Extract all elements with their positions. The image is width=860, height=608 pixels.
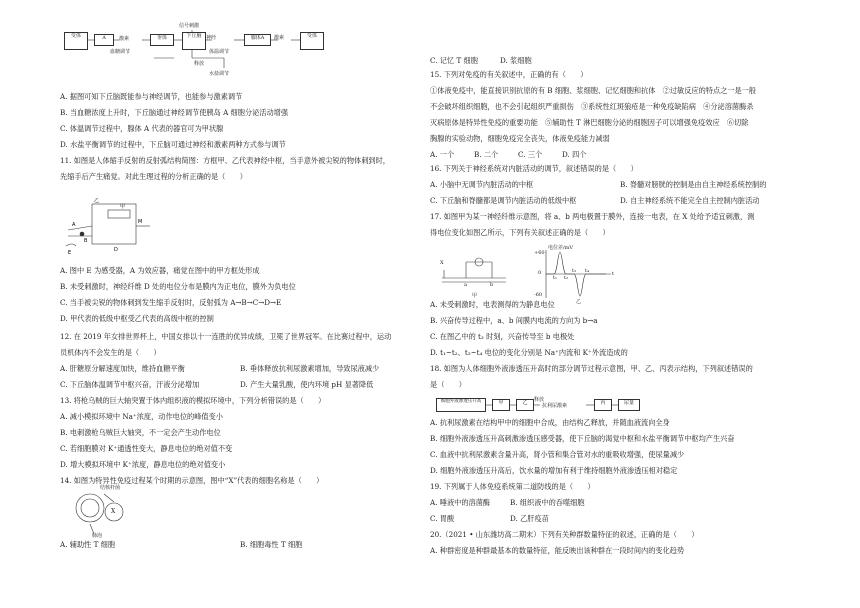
- immune-label-bacteria: 结核杆菌: [100, 485, 121, 491]
- q16-option-d: D. 自主神经系统不能完全自主控制内脏活动: [620, 196, 760, 205]
- hormone-label-hormone-b: 激素: [274, 35, 285, 41]
- q16-option-c: C. 下丘脑和脊髓都是调节内脏活动的低级中枢: [430, 196, 577, 205]
- q12-option-b: B. 垂体释放抗利尿激素增加，导致尿液减少: [240, 364, 380, 373]
- q12-options-ab: [60, 364, 379, 373]
- q18-box-yi: 乙: [516, 399, 534, 411]
- q16-options-cd: [430, 196, 759, 205]
- q17-label-t1: t₁: [553, 275, 558, 281]
- hormone-label-signal: 信号刺激: [179, 23, 200, 29]
- q12-stem-1: 12. 在 2019 年女排世界杯上，中国女排以十一连胜的优异成绩，卫冕了世界冠军。在比赛过程中，运动: [60, 332, 392, 341]
- q18-stem-1: 18. 如图为人体细胞外液渗透压升高时的部分调节过程示意图，甲、乙、丙表示结构，下列叙述错误的: [430, 364, 753, 373]
- q12-option-c: C. 下丘脑体温调节中枢兴奋，汗液分泌增加: [60, 380, 200, 389]
- q17-option-c: C. 在图乙中的 t₃ 时刻，兴奋传导至 b 电极处: [430, 332, 575, 341]
- q15-item-4: 胸腺的实验动物，细胞免疫完全丧失，体液免疫能力减弱: [430, 134, 610, 143]
- q17-label-jia: 甲: [472, 293, 478, 299]
- q15-item-2: 不会破坏组织细胞，也不会引起组织严重损伤 ③系统性红斑狼疮是一种免疫缺陷病 ④分泌溶菌酶杀: [430, 102, 754, 111]
- q19-option-b: B. 组织液中的吞噬细胞: [510, 498, 585, 507]
- q14-options-ab: [60, 540, 302, 549]
- q17-stem-1: 17. 如图甲为某一神经纤维示意图，将 a、b 两电极置于膜外，连接一电表，在 X 处给予适宜刺激，测: [430, 212, 755, 221]
- q17-option-b: B. 兴奋传导过程中，a、b 间膜内电流的方向为 b→a: [430, 316, 598, 325]
- q14-options-cd: [430, 56, 532, 65]
- q11-option-a: A. 图中 E 为感受器，A 为效应器，痛觉在图中的甲方框处形成: [60, 266, 260, 275]
- q18-flow-diagram: [436, 396, 696, 414]
- q14-option-d: D. 浆细胞: [500, 56, 532, 65]
- q11-option-d: D. 甲代表的低级中枢受乙代表的高级中枢的控制: [60, 314, 214, 323]
- q16-options-ab: [430, 180, 766, 189]
- svg-text:E: E: [68, 250, 72, 256]
- q15-options: [430, 150, 586, 159]
- q17-label-ypos: +60: [534, 250, 545, 256]
- svg-text:B: B: [84, 238, 88, 244]
- q13-option-c: C. 若细胞膜对 K⁺通透性变大，静息电位的绝对值不变: [60, 444, 233, 453]
- q18-option-d: D. 细胞外液渗透压升高后，饮水量的增加有利于维持细胞外液渗透压相对稳定: [430, 466, 678, 475]
- svg-text:甲: 甲: [120, 204, 126, 210]
- q15-option-b: B. 二个: [474, 150, 499, 159]
- q17-label-a: a: [464, 282, 467, 288]
- q17-label-t4: t₄: [585, 268, 590, 274]
- q12-options-cd: [60, 380, 373, 389]
- q17-label-yzero: 0: [538, 270, 542, 276]
- q19-options-ab: [430, 498, 585, 507]
- svg-text:M: M: [138, 219, 143, 225]
- svg-text:A: A: [72, 222, 76, 228]
- q14-option-a: A. 辅助性 T 细胞: [60, 540, 116, 549]
- q20-option-a: A. 种群密度是种群最基本的数量特征，能反映出该种群在一段时间内的变化趋势: [430, 546, 685, 555]
- hormone-label-hormone: 激素: [119, 36, 130, 42]
- q13-option-b: B. 电刺激枪乌贼巨大轴突，不一定会产生动作电位: [60, 428, 221, 437]
- q18-option-a: A. 抗利尿激素在结构甲中的细胞中合成，由结构乙释放，并随血液流向全身: [430, 418, 670, 427]
- svg-text:乙: 乙: [94, 198, 100, 204]
- reflex-arc-figure: [64, 196, 154, 256]
- q18-box-start: 细胞外液渗透压升高: [436, 398, 486, 412]
- q17-option-a: A. 未受刺激时，电表测得的为静息电位: [430, 300, 555, 309]
- q13-stem: 13. 将枪乌贼的巨大轴突置于体内组织液的模拟环境中，下列分析错误的是（ ）: [60, 396, 326, 405]
- q18-box-jia: 甲: [492, 399, 510, 411]
- q14-option-c: C. 记忆 T 细胞: [430, 56, 478, 65]
- hormone-label-temp: 体温调节: [209, 49, 230, 55]
- hormone-box-target: 受体: [300, 32, 324, 50]
- immune-figure: [70, 484, 160, 540]
- hormone-box-receptor: 受体: [64, 32, 88, 50]
- q18-stem-2: 是（ ）: [430, 380, 466, 389]
- q10-option-a: A. 据图可知下丘脑既能参与神经调节，也能参与激素调节: [60, 92, 243, 101]
- q17-figure: [436, 244, 636, 304]
- immune-label-alveolus: 肺泡: [92, 533, 103, 539]
- q10-option-c: C. 体温调节过程中，腺体 A 代表的器官可为甲状腺: [60, 124, 224, 133]
- q15-stem: 15. 下列对免疫的有关叙述中，正确的有（ ）: [430, 70, 588, 79]
- q12-option-d: D. 产生大量乳酸，使内环境 pH 显著降低: [240, 380, 374, 389]
- q17-label-ylabel: 电位差/mV: [548, 245, 574, 251]
- q18-option-c: C. 血液中抗利尿激素含量升高，肾小管和集合管对水的重吸收增强，使尿量减少: [430, 450, 685, 459]
- q11-stem-1: 11. 如图是人体缩手反射的反射弧结构简图：方框甲、乙代表神经中枢，当手意外被尖锐的物体刺到时，: [60, 156, 390, 165]
- q16-option-b: B. 脊髓对膀胱的控制是由自主神经系统控制的: [620, 180, 767, 189]
- q15-item-3: 灭病原体是特异性免疫的重要功能 ⑤辅助性 T 淋巴细胞分泌的细胞因子可以增强免疫效应 ⑥切除: [430, 118, 749, 127]
- q18-box-end: 尿量: [618, 399, 640, 411]
- immune-label-x: X: [111, 508, 116, 515]
- q18-box-bing: 丙: [594, 399, 612, 411]
- q17-label-t3: t₃: [572, 268, 577, 274]
- q10-option-b: B. 当血糖浓度上升时，下丘脑通过神经调节使胰岛 A 细胞分泌活动增强: [60, 108, 289, 117]
- q15-option-a: A. 一个: [430, 150, 455, 159]
- hormone-box-cell-a: A: [94, 34, 114, 46]
- hormone-regulation-diagram: [64, 22, 364, 82]
- q19-option-c: C. 胃酸: [430, 514, 455, 523]
- q17-label-x: X: [440, 260, 444, 266]
- q18-option-b: B. 细胞外液渗透压升高刺激渗透压感受器，使下丘脑的渴觉中枢和水盐平衡调节中枢均产生兴奋: [430, 434, 735, 443]
- svg-text:D: D: [114, 247, 118, 253]
- q15-option-d: D. 四个: [562, 150, 587, 159]
- hormone-label-release: 释放: [194, 61, 205, 67]
- q20-stem: 20.（2021 • 山东潍坊高二期末）下列有关种群数量特征的叙述，正确的是（ ）: [430, 530, 699, 539]
- q19-options-cd: [430, 514, 549, 523]
- q18-label-adh: 抗利尿激素: [542, 403, 568, 409]
- hormone-label-water-salt: 水盐调节: [209, 71, 230, 77]
- q17-label-xlabel: t: [612, 271, 615, 277]
- q16-option-a: A. 小脑中无调节内脏活动的中枢: [430, 180, 534, 189]
- q15-option-c: C. 三个: [518, 150, 543, 159]
- q11-option-c: C. 当手被尖锐的物体刺到发生缩手反射时，反射弧为 A→B→C→D→E: [60, 298, 282, 307]
- q14-stem: 14. 如图为特异性免疫过程某个时期的示意图，图中“X”代表的细胞名称是（ ）: [60, 476, 324, 485]
- q12-option-a: A. 肝糖原分解速度加快，维持血糖平衡: [60, 364, 185, 373]
- q19-stem: 19. 下列属于人体免疫系统第二道防线的是（ ）: [430, 482, 595, 491]
- q18-label-release: 释放: [534, 397, 545, 403]
- hormone-box-gland: 腺体A: [244, 34, 271, 46]
- q11-option-b: B. 未受刺激时，神经纤维 D 处的电位分布是膜内为正电位，膜外为负电位: [60, 282, 296, 291]
- q17-label-yi: 乙: [576, 299, 582, 305]
- q11-stem-2: 先缩手后产生痛觉。对此生理过程的分析正确的是（ ）: [60, 172, 247, 181]
- q13-option-d: D. 增大模拟环境中 K⁺浓度，静息电位的绝对值变小: [60, 460, 226, 469]
- hormone-box-pituitary: 垂体: [150, 34, 174, 46]
- q12-stem-2: 员机体内不会发生的是（ ）: [60, 348, 161, 357]
- q17-label-b: b: [490, 282, 494, 288]
- q19-option-d: D. 乙肝疫苗: [510, 514, 549, 523]
- q10-option-d: D. 水盐平衡调节的过程中，下丘脑可通过神经和激素两种方式参与调节: [60, 140, 286, 149]
- q17-label-yneg: -60: [534, 292, 543, 298]
- q17-label-t2: t₂: [564, 275, 569, 281]
- hormone-box-hypothalamus: 下丘脑: [182, 32, 206, 50]
- q17-stem-2: 得电位变化如图乙所示，下列有关叙述正确的是（ ）: [430, 228, 610, 237]
- q17-option-d: D. t₁~t₂、t₃~t₄ 电位的变化分别是 Na⁺内流和 K⁺外流造成的: [430, 348, 628, 357]
- q19-option-a: A. 唾液中的溶菌酶: [430, 498, 491, 507]
- hormone-label-blood-glucose: 血糖调节: [110, 49, 131, 55]
- q14-option-b: B. 细胞毒性 T 细胞: [240, 540, 303, 549]
- q16-stem: 16. 下列关于神经系统对内脏活动的调节，叙述错误的是（ ）: [430, 164, 638, 173]
- q15-item-1: ①体液免疫中，能直接识别抗原的有 B 细胞、浆细胞、记忆细胞和抗体 ②过敏反应的特点之一是一般: [430, 86, 757, 95]
- q13-option-a: A. 减小模拟环境中 Na⁺浓度，动作电位的峰值变小: [60, 412, 223, 421]
- hormone-label-nerve: 神经: [206, 35, 217, 41]
